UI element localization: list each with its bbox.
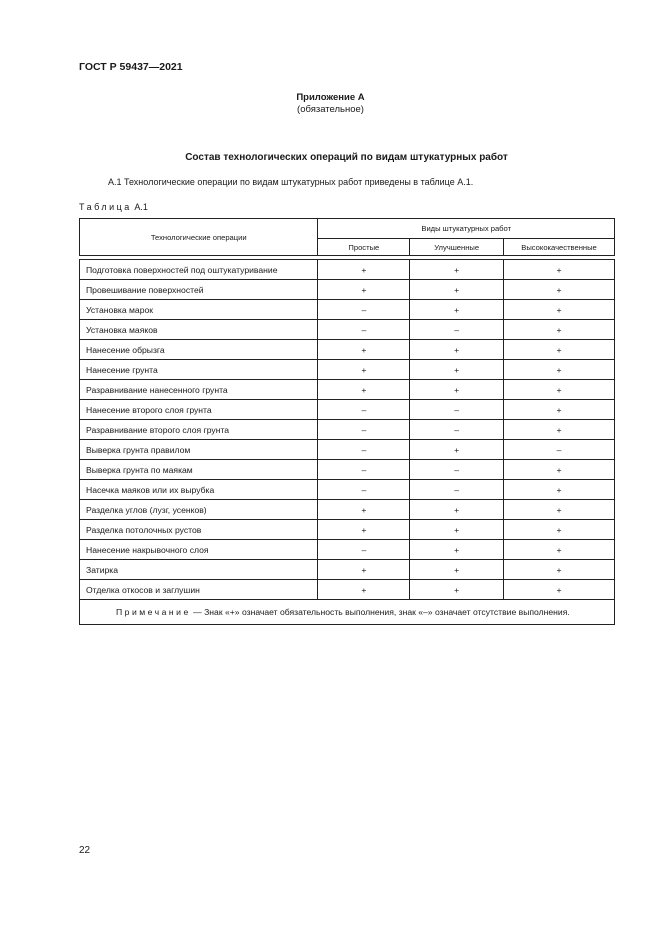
improved-cell: – [410,480,504,500]
simple-cell: – [318,300,410,320]
table-row [80,420,615,440]
simple-cell: – [318,480,410,500]
improved-cell: + [410,360,504,380]
simple-cell: + [318,340,410,360]
operation-cell: Выверка грунта по маякам [80,460,318,480]
table-row [80,320,615,340]
high-quality-cell: + [504,280,615,300]
table-row [80,460,615,480]
document-id: ГОСТ Р 59437—2021 [79,61,183,73]
simple-cell: + [318,560,410,580]
high-quality-cell: + [504,260,615,280]
improved-cell: + [410,580,504,600]
improved-cell: – [410,420,504,440]
simple-cell: + [318,500,410,520]
column-header-simple: Простые [318,239,410,256]
simple-cell: – [318,400,410,420]
operation-cell: Подготовка поверхностей под оштукатуривание [80,260,318,280]
simple-cell: – [318,440,410,460]
high-quality-cell: + [504,340,615,360]
simple-cell: – [318,540,410,560]
high-quality-cell: + [504,560,615,580]
table-row [80,580,615,600]
table-row [80,380,615,400]
high-quality-cell: + [504,580,615,600]
high-quality-cell: + [504,300,615,320]
table-row [80,440,615,460]
operation-cell: Насечка маяков или их вырубка [80,480,318,500]
improved-cell: + [410,340,504,360]
column-group-header: Виды штукатурных работ [318,219,615,239]
table-caption-word: Таблица [79,202,132,212]
operation-cell: Установка марок [80,300,318,320]
table-note [80,600,615,625]
operation-cell: Установка маяков [80,320,318,340]
simple-cell: + [318,380,410,400]
table-row [80,360,615,380]
page-number: 22 [79,845,91,856]
operation-cell: Нанесение накрывочного слоя [80,540,318,560]
high-quality-cell: + [504,400,615,420]
improved-cell: + [410,280,504,300]
operations-table [79,218,615,625]
high-quality-cell: + [504,420,615,440]
annex-subtitle: (обязательное) [297,104,364,115]
section-title: Состав технологических операций по видам штукатурных работ [185,152,508,163]
simple-cell: + [318,280,410,300]
high-quality-cell: + [504,540,615,560]
operation-cell: Отделка откосов и заглушин [80,580,318,600]
operation-cell: Разделка углов (лузг, усенков) [80,500,318,520]
improved-cell: + [410,500,504,520]
column-header-high-quality: Высококачественные [504,239,615,256]
improved-cell: + [410,560,504,580]
improved-cell: + [410,300,504,320]
improved-cell: + [410,520,504,540]
operation-cell: Провешивание поверхностей [80,280,318,300]
simple-cell: – [318,460,410,480]
high-quality-cell: + [504,380,615,400]
improved-cell: + [410,380,504,400]
simple-cell: – [318,420,410,440]
operation-cell: Нанесение грунта [80,360,318,380]
table-row [80,260,615,280]
simple-cell: + [318,520,410,540]
table-row [80,300,615,320]
operation-cell: Разделка потолочных рустов [80,520,318,540]
high-quality-cell: + [504,520,615,540]
table-row [80,340,615,360]
column-header-improved: Улучшенные [410,239,504,256]
simple-cell: + [318,260,410,280]
table-row [80,400,615,420]
improved-cell: – [410,320,504,340]
table-row [80,540,615,560]
table-caption-number: А.1 [134,202,148,212]
column-header-operations: Технологические операции [80,219,318,256]
high-quality-cell: + [504,460,615,480]
improved-cell: – [410,400,504,420]
improved-cell: + [410,440,504,460]
note-label: Примечание [116,607,191,617]
operation-cell: Затирка [80,560,318,580]
high-quality-cell: + [504,360,615,380]
operation-cell: Разравнивание второго слоя грунта [80,420,318,440]
improved-cell: + [410,260,504,280]
table-row [80,280,615,300]
high-quality-cell: + [504,500,615,520]
high-quality-cell: – [504,440,615,460]
annex-title: Приложение А [296,92,365,103]
operation-cell: Нанесение второго слоя грунта [80,400,318,420]
table-row [80,480,615,500]
simple-cell: – [318,320,410,340]
improved-cell: – [410,460,504,480]
operation-cell: Нанесение обрызга [80,340,318,360]
high-quality-cell: + [504,480,615,500]
table-row [80,560,615,580]
table-note-row [80,600,615,625]
simple-cell: + [318,360,410,380]
table-caption [79,202,148,212]
improved-cell: + [410,540,504,560]
table-row [80,500,615,520]
operation-cell: Разравнивание нанесенного грунта [80,380,318,400]
note-text: — Знак «+» означает обязательность выполнения, знак «–» означает отсутствие выполнения. [190,607,570,617]
operation-cell: Выверка грунта правилом [80,440,318,460]
simple-cell: + [318,580,410,600]
intro-paragraph: А.1 Технологические операции по видам штукатурных работ приведены в таблице А.1. [108,177,474,187]
high-quality-cell: + [504,320,615,340]
table-row [80,520,615,540]
